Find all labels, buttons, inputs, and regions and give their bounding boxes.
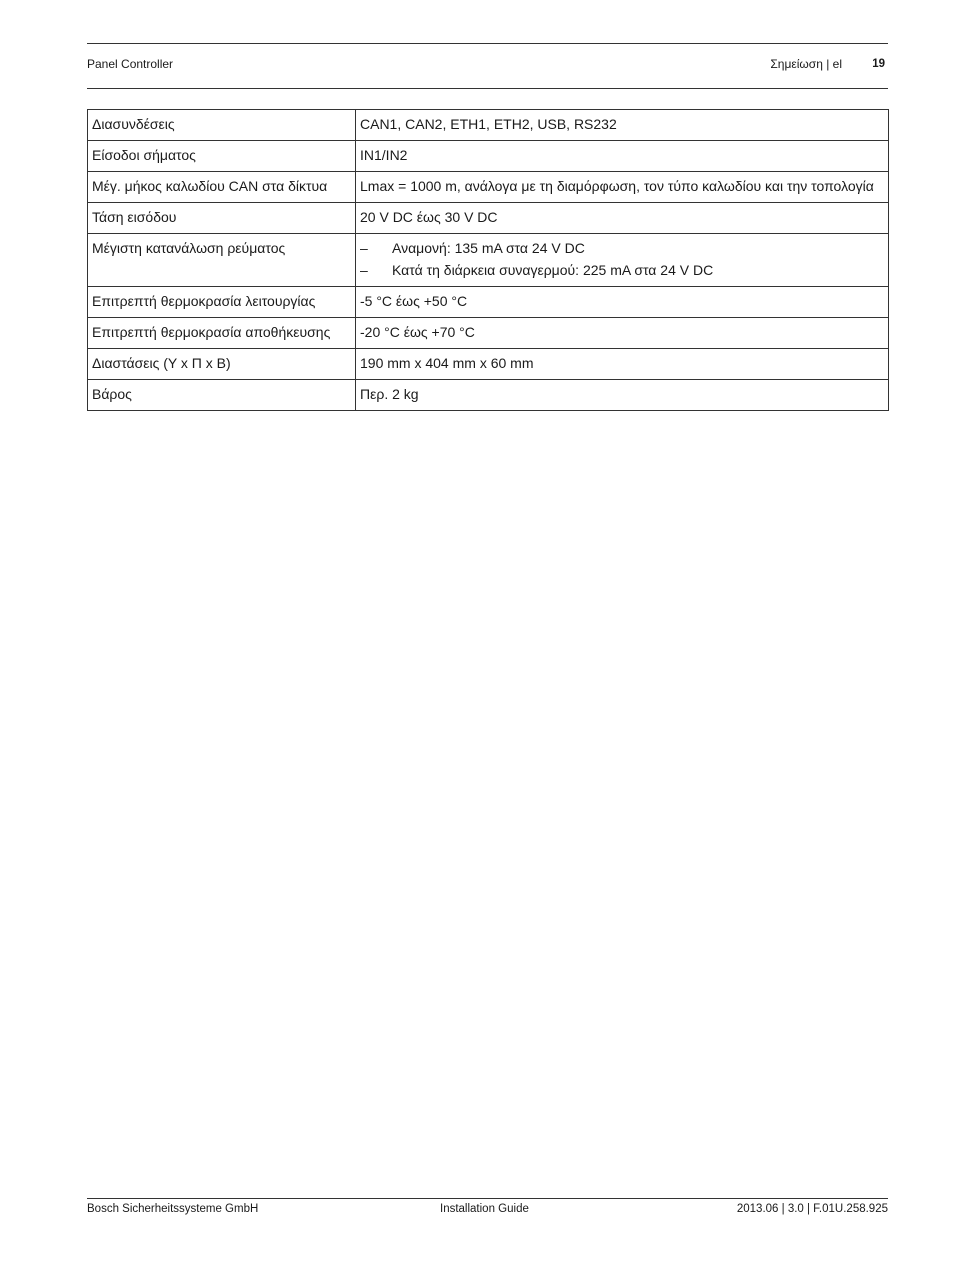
spec-label: Επιτρεπτή θερμοκρασία λειτουργίας xyxy=(88,287,356,318)
bullet-text: Κατά τη διάρκεια συναγερμού: 225 mA στα 24 V DC xyxy=(392,262,714,278)
bullet-marker: – xyxy=(360,240,368,256)
footer-document-title: Installation Guide xyxy=(440,1203,529,1215)
spec-value: 190 mm x 404 mm x 60 mm xyxy=(356,349,889,380)
list-item xyxy=(360,259,884,281)
table-row xyxy=(88,141,889,172)
spec-value: -5 °C έως +50 °C xyxy=(356,287,889,318)
table-row xyxy=(88,380,889,411)
table-row xyxy=(88,172,889,203)
spec-label: Διαστάσεις (Υ x Π x Β) xyxy=(88,349,356,380)
table-row xyxy=(88,234,889,287)
bullet-list xyxy=(360,237,884,281)
spec-label: Μέγ. μήκος καλωδίου CAN στα δίκτυα xyxy=(88,172,356,203)
spec-label: Μέγιστη κατανάλωση ρεύματος xyxy=(88,234,356,287)
table-row xyxy=(88,110,889,141)
table-row xyxy=(88,318,889,349)
page-number: 19 xyxy=(872,58,885,70)
table-row xyxy=(88,349,889,380)
footer-company: Bosch Sicherheitssysteme GmbH xyxy=(87,1203,259,1215)
spec-label: Επιτρεπτή θερμοκρασία αποθήκευσης xyxy=(88,318,356,349)
list-item xyxy=(360,237,884,259)
spec-value: CAN1, CAN2, ETH1, ETH2, USB, RS232 xyxy=(356,110,889,141)
bullet-text: Αναμονή: 135 mA στα 24 V DC xyxy=(392,240,585,256)
table-row xyxy=(88,287,889,318)
bullet-marker: – xyxy=(360,262,368,278)
specifications-table xyxy=(87,109,889,411)
page-footer xyxy=(87,1198,888,1223)
spec-label: Βάρος xyxy=(88,380,356,411)
spec-value: Περ. 2 kg xyxy=(356,380,889,411)
header-product-name: Panel Controller xyxy=(87,57,174,71)
spec-value xyxy=(356,234,889,287)
spec-label: Τάση εισόδου xyxy=(88,203,356,234)
footer-version: 2013.06 | 3.0 | F.01U.258.925 xyxy=(736,1203,888,1215)
spec-label: Είσοδοι σήματος xyxy=(88,141,356,172)
spec-value: IN1/IN2 xyxy=(356,141,889,172)
spec-value: -20 °C έως +70 °C xyxy=(356,318,889,349)
spec-label: Διασυνδέσεις xyxy=(88,110,356,141)
table-row xyxy=(88,203,889,234)
spec-value: Lmax = 1000 m, ανάλογα με τη διαμόρφωση, τον τύπο καλωδίου και την τοπολογία xyxy=(356,172,889,203)
header-section: Σημείωση | el xyxy=(770,57,842,71)
page-header xyxy=(87,43,888,89)
spec-value: 20 V DC έως 30 V DC xyxy=(356,203,889,234)
